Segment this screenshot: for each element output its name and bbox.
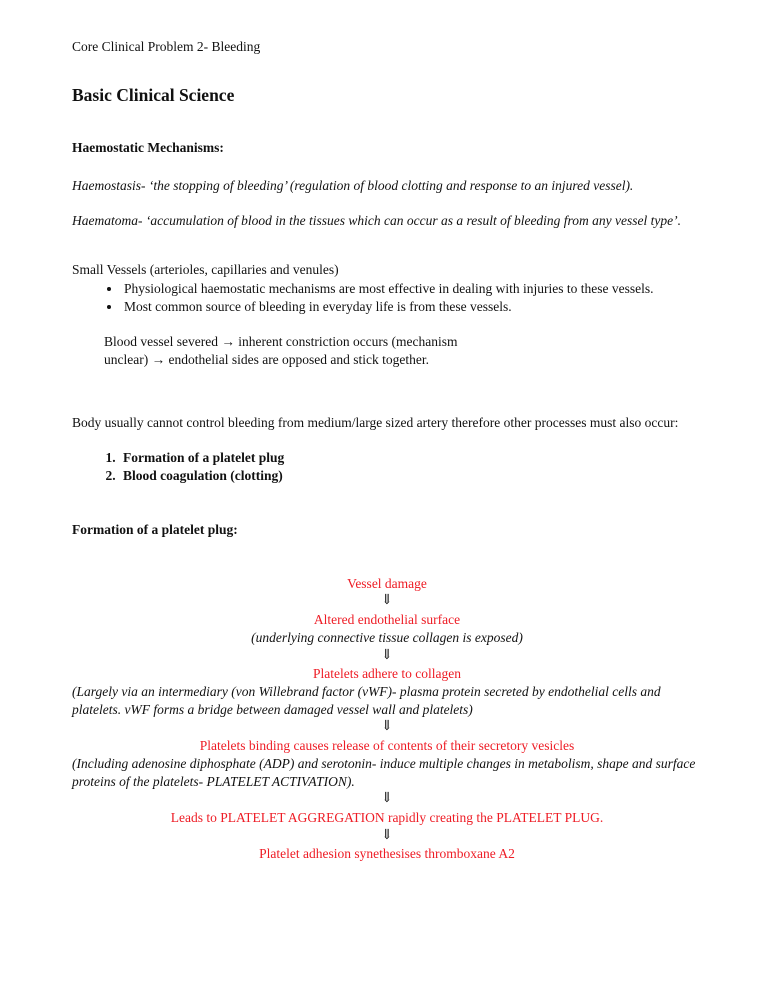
bullet-item: • Physiological haemostatic mechanisms are most effective in dealing with injuries to these vessels.	[122, 280, 702, 298]
flow-note: (Including adenosine diphosphate (ADP) and serotonin- induce multiple changes in metabolism, shape and surface proteins of the platelets- PLATELET ACTIVATION).	[72, 755, 696, 789]
flow-step: Platelet adhesion synethesises thromboxane A2	[259, 846, 515, 862]
platelet-plug-flow-diagram	[72, 575, 702, 863]
doc-header: Core Clinical Problem 2- Bleeding	[72, 39, 261, 54]
small-vessels-intro: Small Vessels (arterioles, capillaries and venules)	[72, 262, 339, 278]
down-arrow-icon: ⇓	[381, 593, 393, 609]
down-arrow-icon: ⇓	[381, 827, 393, 843]
down-arrow-icon: ⇓	[381, 791, 393, 807]
flow-step: Altered endothelial surface	[313, 611, 461, 627]
numbered-item: 1. Formation of a platelet plug	[119, 449, 702, 467]
section-heading-haemostatic-mechanisms: Haemostatic Mechanisms:	[72, 139, 224, 155]
flow-step: Vessel damage	[347, 575, 427, 591]
definition-haematoma: Haematoma- ‘accumulation of blood in the tissues which can occur as a result of bleeding from any vessel type’.	[72, 212, 682, 228]
bullet-item: • Most common source of bleeding in everyday life is from these vessels.	[122, 298, 702, 316]
section-heading-platelet-plug: Formation of a platelet plug:	[72, 521, 238, 537]
down-arrow-icon: ⇓	[381, 647, 393, 663]
definition-haemostasis: Haemostasis- ‘the stopping of bleeding’ (regulation of blood clotting and response to an injured vessel).	[72, 177, 634, 193]
flow-step: Leads to PLATELET AGGREGATION rapidly creating the PLATELET PLUG.	[170, 809, 604, 825]
medium-large-paragraph: Body usually cannot control bleeding from medium/large sized artery therefore other processes must also occur:	[72, 415, 679, 431]
doc-title: Basic Clinical Science	[72, 84, 235, 105]
severed-vessel-note: Blood vessel severed → inherent constriction occurs (mechanism unclear) → endothelial sides are opposed and stick together.	[104, 333, 458, 367]
flow-note: (underlying connective tissue collagen is exposed)	[251, 629, 523, 645]
small-vessels-bullet-list	[72, 280, 702, 316]
flow-step: Platelets adhere to collagen	[312, 666, 462, 682]
numbered-item: 2. Blood coagulation (clotting)	[119, 467, 702, 485]
down-arrow-icon: ⇓	[381, 719, 393, 735]
flow-note: (Largely via an intermediary (von Willebrand factor (vWF)- plasma protein secreted by endothelial cells and platelets. vWF forms a bridge between damaged vessel wall and platelets)	[72, 683, 661, 717]
flow-step: Platelets binding causes release of contents of their secretory vesicles	[199, 737, 575, 753]
processes-numbered-list	[72, 449, 702, 485]
